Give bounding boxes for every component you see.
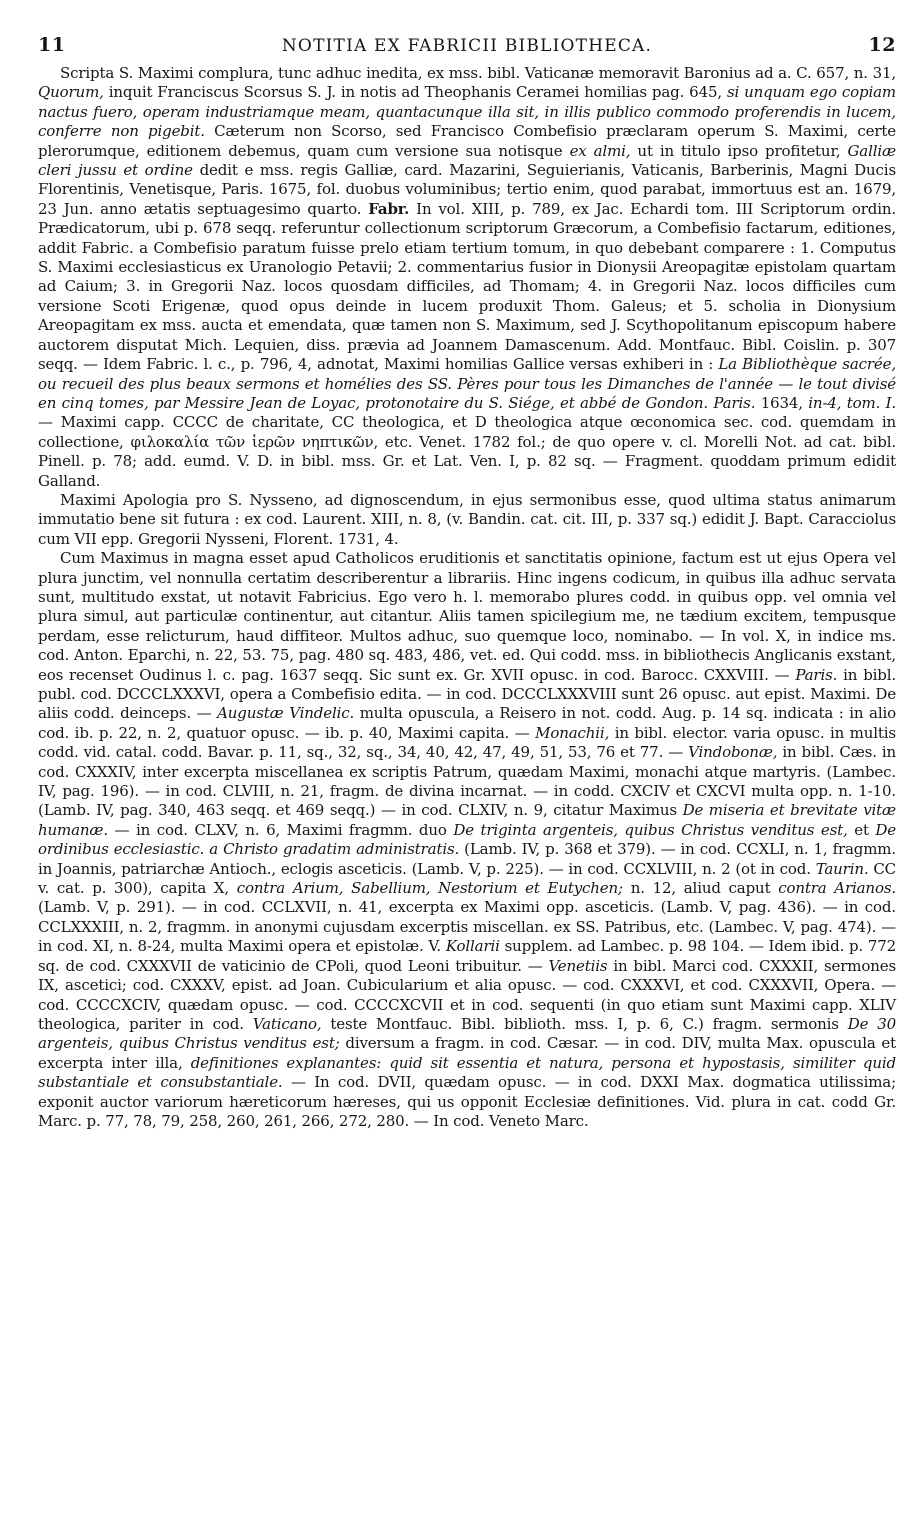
- text-run: in bibl. elector. varia opusc. in multis codd. vid. catal. codd. Bavar. p. 11, sq., 32, sq., 34, 40, 42, 47, 49, 51, 53, 76 et 77. —: [38, 723, 896, 762]
- text-run: in bibl. Cæs. in cod. CXXXIV, inter excerpta miscellanea ex scriptis Patrum, quædam Maximi, monachi atque martyris. (Lambec. IV, pag. 196). — in cod. CLVIII, n. 21, fragm. de divina incarnat. — in codd. CXCIV et CXCVI multa opp. n. 1-10. (Lamb. IV, pag. 340, 463 seqq. et 469 seqq.) — in cod. CLXIV, n. 9, citatur Maximus: [38, 743, 896, 820]
- page-header: [38, 34, 896, 64]
- text-run: Scripta S. Maximi complura, tunc adhuc inedita, ex mss. bibl. Vaticanæ memoravit Baronius ad a. C. 657, n. 31,: [60, 64, 896, 82]
- text-run: 1634,: [755, 393, 809, 412]
- text-run: et: [847, 820, 876, 839]
- text-run: dedit e mss. regis Galliæ, card. Mazarini, Seguierianis, Vaticanis, Barberinis, Magni Ducis Florentinis, Venetisque, Paris. 1675, fol. duobus voluminibus; tertio enim, quod parabat, immortuus est an. 1679, 23 Jun. anno ætatis septuagesimo quarto.: [38, 161, 897, 218]
- text-run: teste Montfauc. Bibl. biblioth. mss. I, p. 6, C.) fragm. sermonis: [321, 1014, 848, 1033]
- text-run: — Maximi capp. CCCC de charitate, CC theologica, et D theologica atque œconomica sec. cod. quemdam in collectione, φιλοκαλία τῶν ἱερῶν νηπτικῶν, etc. Venet. 1782 fol.; de quo opere v. cl. Morelli Not. ad cat. bibl. Pinell. p. 78; add. eumd. V. D. in bibl. mss. Gr. et Lat. Ven. I, p. 82 sq. — Fragment. quoddam primum edidit Galland.: [38, 413, 896, 490]
- italic-text-run: Augustæ Vindelic.: [217, 704, 355, 723]
- text-run: n. 12, aliud caput: [622, 879, 779, 898]
- text-run: Cum Maximus in magna esset apud Catholicos eruditionis et sanctitatis opinione, factum est ut ejus Opera vel plura junctim, vel nonnulla certatim describerentur a librariis. Hinc ingens codicum, in quibus illa adhuc servata sunt, multitudo exstat, ut notavit Fabricius. Ego vero h. l. memorabo plures codd. in quibus opp. vel omnia vel plura simul, aut particulæ continentur, aut citantur. Aliis tamen spicilegium me, ne tædium excitem, tempusque perdam, esse relicturum, haud diffiteor. Multos adhuc, suo quemque loco, nominabo. — In vol. X, in indice ms. cod. Anton. Eparchi, n. 22, 53. 75, pag. 480 sq. 483, 486, vet. ed. Qui codd. mss. in bibliothecis Anglicanis exstant, eos recenset Oudinus l. c. pag. 1637 seqq. Sic sunt ex. Gr. XVII opusc. in cod. Barocc. CXXVIII. —: [38, 549, 896, 684]
- italic-text-run: si unquam ego copiam nactus fuero, operam industriamque meam, quantacunque illa sit, in illis publico commodo proferendis in lucem, conferre non pigebit.: [38, 83, 896, 141]
- text-run: — in cod. CLXV, n. 6, Maximi fragmm. duo: [107, 820, 454, 839]
- italic-text-run: Venetiis: [548, 956, 608, 975]
- text-run: Cæterum non Scorso, sed Francisco Combefisio præclaram operum S. Maximi, certe plerorumque, editionem debemus, quam cum versione sua notisque: [38, 122, 896, 160]
- italic-text-run: De miseria et brevitate vitæ humanæ.: [38, 801, 896, 839]
- italic-text-run: in-4, tom. I.: [808, 393, 896, 412]
- text-run: In vol. XIII, p. 789, ex Jac. Echardi tom. III Scriptorum ordin. Prædicatorum, ubi p. 678 seqq. referuntur collectionum scriptorum Græcorum, a Combefisio factarum, editiones, addit Fabric. a Combefisio paratum fuisse prelo etiam tertium tomum, in quo debebant comparere : 1. Computus S. Maximi ecclesiasticus ex Uranologio Petavii; 2. commentarius fusior in Dionysii Areopagitæ epistolam quartam ad Caium; 3. in Gregorii Naz. locos quosdam difficiles, ad Thomam; 4. in Gregorii Naz. locos difficiles cum versione Scoti Erigenæ, quod opus deinde in lucem produxit Thom. Galeus; et 5. scholia in Dionysium Areopagitam ex mss. aucta et emendata, quæ tamen non S. Maximum, sed J. Scythopolitanum episcopum habere auctorem disputat Mich. Lequien, diss. prævia ad Joannem Damascenum. Add. Montfauc. Bibl. Coislin. p. 307 seqq. — Idem Fabric. l. c., p. 796, 4, adnotat, Maximi homilias Gallice versas exhiberi in :: [38, 199, 896, 374]
- italic-text-run: Paris.: [795, 665, 838, 684]
- italic-text-run: Monachii,: [535, 723, 610, 742]
- paragraph-scripta-maximi: [38, 64, 896, 491]
- italic-text-run: La Bibliothèque sacrée, ou recueil des plus beaux sermons et homélies des SS. Pères pour tous les Dimanches de l'année — le tout divisé en cinq tomes, par Messire Jean de Loyac, protonotaire du S. Siége, et abbé de Gondon. Paris.: [38, 355, 896, 412]
- running-title: NOTITIA EX FABRICII BIBLIOTHECA.: [281, 36, 653, 56]
- text-run: Maximi Apologia pro S. Nysseno, ad dignoscendum, in ejus sermonibus esse, quod ultima status animarum immutatio bene sit futura : ex cod. Laurent. XIII, n. 8, (v. Bandin. cat. cit. III, p. 337 sq.) edidit J. Bapt. Caracciolus cum VII epp. Gregorii Nysseni, Florent. 1731, 4.: [38, 490, 896, 548]
- text-run: (Lamb. IV, p. 368 et 379). — in cod. CCXLI, n. 1, fragmm. in Joannis, patriarchæ Antioch., eclogis asceticis. (Lamb. V, p. 225). — in cod. CCXLVIII, n. 2 (ot in cod.: [38, 840, 896, 878]
- text-run: in bibl. Marci cod. CXXXII, sermones IX, ascetici; cod. CXXXV, epist. ad Joan. Cubicularium et alia opusc. — cod. CXXXVI, et cod. CXXXVII, Opera. — cod. CCCCXCIV, quædam opusc. — cod. CCCCXCVII et in cod. sequenti (in quo etiam sunt Maximi capp. XLIV theologica, pariter in cod.: [38, 956, 896, 1033]
- text-run: multa opuscula, a Reisero in not. codd. Aug. p. 14 sq. indicata : in alio cod. ib. p. 22, n. 2, quatuor opusc. — ib. p. 40, Maximi capita. —: [38, 704, 896, 742]
- italic-text-run: contra Arianos.: [778, 879, 896, 898]
- italic-text-run: Vaticano,: [252, 1014, 322, 1033]
- text-run: supplem. ad Lambec. p. 98 104. — Idem ibid. p. 772 sq. de cod. CXXXVII de vaticinio de CPoli, quod Leoni tribuitur. —: [38, 937, 897, 975]
- italic-text-run: Vindobonæ,: [688, 743, 778, 762]
- text-run: CC v. cat. p. 300), capita X,: [38, 859, 896, 898]
- text-run: diversum a fragm. in cod. Cæsar. — in cod. DIV, multa Max. opuscula et excerpta inter illa,: [38, 1034, 896, 1072]
- text-run: ut in titulo ipso profitetur,: [630, 141, 848, 160]
- text-run: in bibl. publ. cod. DCCCLXXXVI, opera a Combefisio edita. — in cod. DCCCLXXXVIII sunt 26 opusc. aut epist. Maximi. De aliis codd. deinceps. —: [38, 665, 897, 723]
- italic-text-run: Galliæ cleri jussu et ordine: [38, 141, 896, 180]
- italic-text-run: De ordinibus ecclesiastic. a Christo gradatim administratis.: [38, 820, 897, 859]
- italic-text-run: ex almi,: [569, 141, 631, 160]
- bold-text-run: Fabr.: [368, 199, 410, 218]
- text-run: (Lamb. V, p. 291). — in cod. CCLXVII, n. 41, excerpta ex Maximi opp. asceticis. (Lamb. V, pag. 436). — in cod. CCLXXXIII, n. 2, fragmm. in anonymi cujusdam excerptis miscellan. ex SS. Patribus, etc. (Lambec. V, pag. 474). — in cod. XI, n. 8-24, multa Maximi opera et epistolæ. V.: [38, 898, 896, 956]
- italic-text-run: Quorum,: [38, 83, 104, 102]
- italic-text-run: Kollarii: [445, 937, 500, 956]
- italic-text-run: definitiones explanantes: quid sit essentia et natura, persona et hypostasis, similiter quid substantiale et consubstantiale.: [38, 1053, 896, 1092]
- italic-text-run: De triginta argenteis, quibus Christus venditus est,: [453, 820, 848, 839]
- text-run: inquit Franciscus Scorsus S. J. in notis ad Theophanis Ceramei homilias pag. 645,: [103, 83, 727, 102]
- paragraph-apologia: [38, 491, 896, 549]
- page-number-left: 11: [38, 34, 66, 56]
- italic-text-run: contra Arium, Sabellium, Nestorium et Eutychen;: [236, 879, 623, 898]
- italic-text-run: Taurin.: [815, 859, 869, 878]
- paragraph-codices: [38, 549, 896, 1131]
- page-body: [38, 64, 896, 1131]
- page-number-right: 12: [868, 34, 896, 56]
- text-run: — In cod. DVII, quædam opusc. — in cod. DXXI Max. dogmatica utilissima; exponit auctor variorum hæreticorum hæreses, qui us opponit Ecclesiæ definitiones. Vid. plura in cat. codd Gr. Marc. p. 77, 78, 79, 258, 260, 261, 266, 272, 280. — In cod. Veneto Marc.: [38, 1073, 896, 1130]
- italic-text-run: De 30 argenteis, quibus Christus venditus est;: [38, 1014, 897, 1053]
